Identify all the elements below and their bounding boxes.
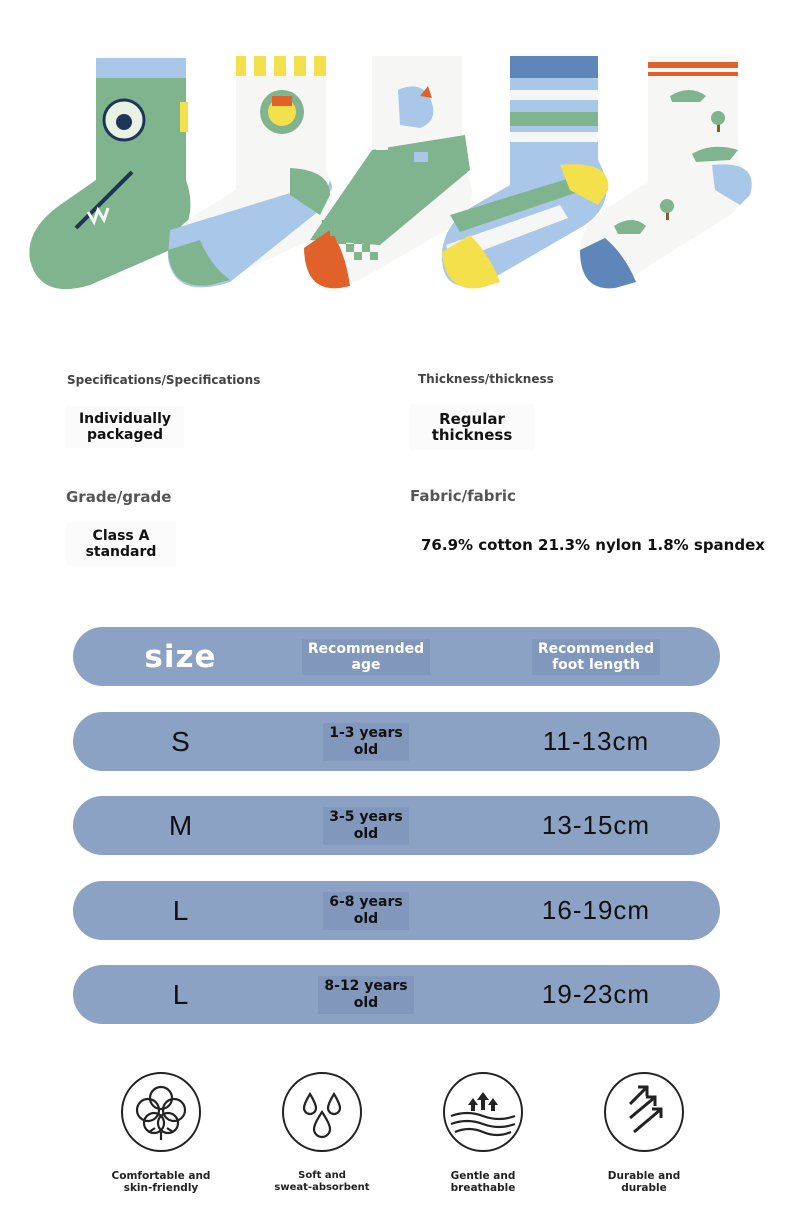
foot-length-value: 16-19cm: [541, 895, 651, 925]
sock-white-crocodiles: [580, 56, 752, 288]
feature-line1: Comfortable and: [111, 1170, 211, 1182]
size-value: S: [171, 725, 190, 757]
specification-label: Specifications/Specifications: [67, 373, 261, 387]
specification-value-line1: Individually: [78, 411, 172, 427]
breathable-waves-icon: [443, 1072, 523, 1152]
size-header: size: [144, 638, 217, 675]
specification-value: [66, 406, 184, 448]
feature-line1: Soft and: [298, 1170, 346, 1181]
feature-durable: [569, 1072, 719, 1194]
foot-length-value: 13-15cm: [541, 810, 651, 840]
feature-line2: sweat-absorbent: [274, 1182, 370, 1193]
size-row: [73, 881, 720, 940]
thickness-value-line1: Regular: [439, 410, 505, 428]
feature-breathable: [408, 1072, 558, 1194]
thickness-value: [410, 404, 534, 450]
size-row: [73, 965, 720, 1024]
age-value: 1-3 years old: [323, 723, 408, 761]
water-drops-icon: [282, 1072, 362, 1152]
feature-line2: breathable: [450, 1182, 516, 1194]
cotton-flower-icon: [121, 1072, 201, 1152]
size-value: M: [168, 809, 193, 841]
fabric-label: Fabric/fabric: [410, 487, 516, 505]
grade-value: [66, 522, 176, 566]
age-value: 3-5 years old: [323, 807, 408, 845]
feature-sweat-absorbent: [247, 1072, 397, 1194]
size-table-header: [73, 627, 720, 686]
size-row: [73, 796, 720, 855]
specification-value-line2: packaged: [86, 427, 164, 443]
size-value: L: [172, 894, 189, 926]
size-row: [73, 712, 720, 771]
fabric-value: 76.9% cotton 21.3% nylon 1.8% spandex: [421, 536, 765, 554]
feature-line1: Gentle and: [450, 1170, 516, 1182]
feature-line2: durable: [621, 1182, 667, 1194]
grade-value-line2: standard: [85, 544, 157, 560]
feature-line2: skin-friendly: [123, 1182, 199, 1194]
foot-length-header: Recommended foot length: [532, 639, 660, 675]
size-value: L: [172, 978, 189, 1010]
dinosaur-socks-illustration: [0, 0, 790, 320]
age-header: Recommended age: [302, 639, 430, 675]
foot-length-value: 11-13cm: [542, 726, 650, 756]
feature-line1: Durable and: [607, 1170, 681, 1182]
thickness-value-line2: thickness: [431, 426, 513, 444]
foot-length-value: 19-23cm: [541, 979, 651, 1009]
grade-value-line1: Class A: [92, 528, 150, 544]
thickness-label: Thickness/thickness: [418, 372, 554, 386]
durable-arrows-icon: [604, 1072, 684, 1152]
age-value: 6-8 years old: [323, 892, 408, 930]
grade-label: Grade/grade: [66, 488, 172, 506]
feature-comfortable: [86, 1072, 236, 1194]
age-value: 8-12 years old: [318, 976, 413, 1014]
sock-green-crocodile: [29, 58, 190, 289]
